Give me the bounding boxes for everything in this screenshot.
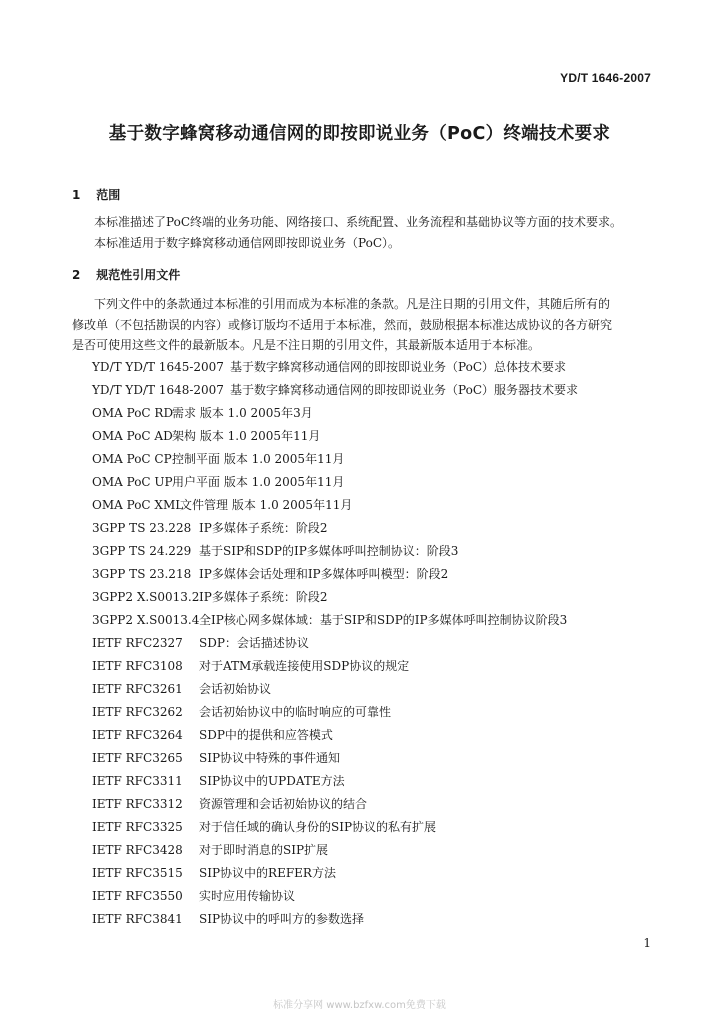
reference-item (92, 749, 340, 767)
section-1-body (72, 212, 657, 253)
reference-item (92, 450, 344, 468)
reference-code: OMA PoC RD (92, 406, 174, 420)
reference-code: 3GPP2 X.S0013.4 (92, 613, 200, 627)
section-number: 1 (72, 188, 81, 202)
reference-code: OMA PoC UP (92, 475, 173, 489)
reference-code: OMA PoC CP (92, 452, 172, 466)
reference-item (92, 887, 295, 905)
reference-title: 控制平面 版本 1.0 2005年11月 (172, 452, 345, 466)
reference-code: YD/T YD/T 1645-2007 (92, 360, 224, 374)
reference-code: 3GPP TS 24.229 (92, 544, 192, 558)
reference-title: 全IP核心网多媒体域：基于SIP和SDP的IP多媒体呼叫控制协议阶段3 (199, 613, 568, 627)
standard-code: YD/T 1646-2007 (560, 71, 651, 85)
reference-title: IP多媒体子系统：阶段2 (199, 590, 328, 604)
reference-code: 3GPP TS 23.228 (92, 521, 192, 535)
reference-item (92, 358, 566, 376)
reference-code: OMA PoC XML (92, 498, 184, 512)
reference-title: 基于SIP和SDP的IP多媒体呼叫控制协议：阶段3 (199, 544, 459, 558)
reference-title: 对于信任域的确认身份的SIP协议的私有扩展 (199, 820, 437, 834)
reference-title: SDP：会话描述协议 (199, 636, 309, 650)
reference-title: 对于即时消息的SIP扩展 (199, 843, 329, 857)
reference-code: IETF RFC3325 (92, 820, 183, 834)
reference-code: IETF RFC3841 (92, 912, 183, 926)
reference-title: SIP协议中特殊的事件通知 (199, 751, 341, 765)
reference-item (92, 519, 327, 537)
reference-code: IETF RFC3261 (92, 682, 183, 696)
reference-title: 需求 版本 1.0 2005年3月 (172, 406, 313, 420)
reference-title: SIP协议中的REFER方法 (199, 866, 336, 880)
document-title: 基于数字蜂窝移动通信网的即按即说业务（PoC）终端技术要求 (108, 124, 611, 144)
reference-code: IETF RFC3264 (92, 728, 183, 742)
reference-title: SIP协议中的UPDATE方法 (199, 774, 345, 788)
paragraph-line: 修改单（不包括勘误的内容）或修订版均不适用于本标准，然而，鼓励根据本标准达成协议的各方研究 (72, 317, 613, 332)
page-number: 1 (643, 936, 651, 950)
reference-item (92, 404, 313, 422)
reference-item (92, 818, 436, 836)
paragraph-line: 是否可使用这些文件的最新版本。凡是不注日期的引用文件，其最新版本适用于本标准。 (72, 338, 541, 352)
reference-title: 基于数字蜂窝移动通信网的即按即说业务（PoC）服务器技术要求 (230, 383, 578, 397)
reference-item (92, 634, 309, 652)
reference-code: IETF RFC3312 (92, 797, 183, 811)
reference-item (92, 864, 336, 882)
reference-item (92, 772, 345, 790)
watermark: 标准分享网 www.bzfxw.com免费下载 (273, 1000, 446, 1011)
reference-code: IETF RFC3428 (92, 843, 183, 857)
reference-title: 文件管理 版本 1.0 2005年11月 (180, 498, 353, 512)
reference-item (92, 726, 333, 744)
paragraph-line: 下列文件中的条款通过本标准的引用而成为本标准的条款。凡是注日期的引用文件，其随后所有的 (94, 297, 611, 311)
reference-item (92, 381, 578, 399)
reference-title: SDP中的提供和应答模式 (199, 728, 333, 742)
reference-item (92, 588, 327, 606)
reference-item (92, 680, 271, 698)
paragraph: 本标准描述了PoC终端的业务功能、网络接口、系统配置、业务流程和基础协议等方面的技术要求。 (94, 215, 622, 229)
section-2-heading (72, 266, 180, 283)
reference-item (92, 542, 458, 560)
section-title: 范围 (96, 188, 121, 202)
reference-item (92, 496, 352, 514)
reference-title: 会话初始协议中的临时响应的可靠性 (199, 705, 392, 719)
reference-code: YD/T YD/T 1648-2007 (92, 383, 224, 397)
reference-title: IP多媒体会话处理和IP多媒体呼叫模型：阶段2 (199, 567, 449, 581)
reference-title: 会话初始协议 (199, 682, 272, 696)
reference-item (92, 795, 367, 813)
paragraph: 本标准适用于数字蜂窝移动通信网即按即说业务（PoC）。 (94, 235, 400, 250)
reference-item (92, 473, 344, 491)
reference-title: 对于ATM承载连接使用SDP协议的规定 (199, 659, 410, 673)
section-title: 规范性引用文件 (96, 268, 181, 282)
reference-item (92, 703, 391, 721)
reference-code: IETF RFC3265 (92, 751, 183, 765)
reference-code: IETF RFC2327 (92, 636, 183, 650)
reference-item (92, 427, 320, 445)
reference-code: IETF RFC3108 (92, 659, 183, 673)
reference-title: 架构 版本 1.0 2005年11月 (172, 429, 321, 443)
reference-title: 资源管理和会话初始协议的结合 (199, 797, 368, 811)
section-1-heading (72, 186, 120, 203)
reference-item (92, 657, 409, 675)
reference-item (92, 910, 364, 928)
reference-code: OMA PoC AD (92, 429, 173, 443)
section-2-intro (72, 294, 657, 356)
reference-code: IETF RFC3515 (92, 866, 183, 880)
reference-code: 3GPP2 X.S0013.2 (92, 590, 200, 604)
reference-title: 用户平面 版本 1.0 2005年11月 (172, 475, 345, 489)
reference-item (92, 611, 567, 629)
reference-code: IETF RFC3311 (92, 774, 183, 788)
reference-title: SIP协议中的呼叫方的参数选择 (199, 912, 365, 926)
reference-title: 实时应用传输协议 (199, 889, 296, 903)
section-number: 2 (72, 268, 81, 282)
reference-code: IETF RFC3550 (92, 889, 183, 903)
reference-item (92, 565, 448, 583)
reference-code: IETF RFC3262 (92, 705, 183, 719)
reference-title: IP多媒体子系统：阶段2 (199, 521, 328, 535)
reference-title: 基于数字蜂窝移动通信网的即按即说业务（PoC）总体技术要求 (230, 360, 566, 374)
reference-item (92, 841, 328, 859)
reference-code: 3GPP TS 23.218 (92, 567, 192, 581)
